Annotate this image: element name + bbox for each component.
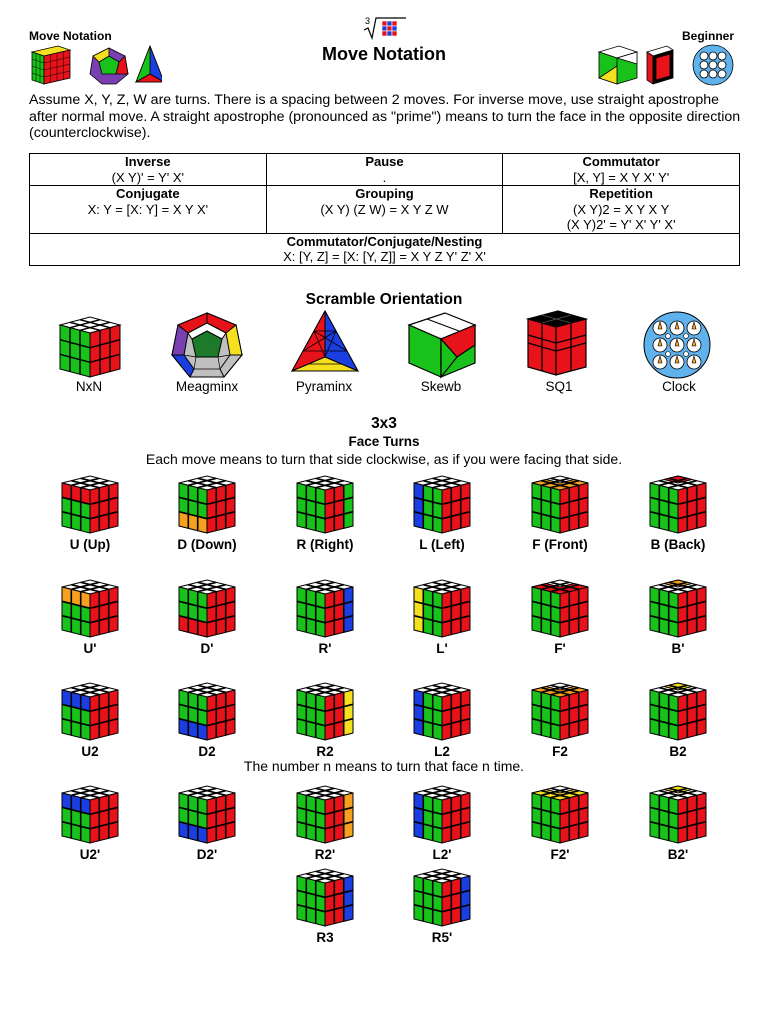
table-head: Repetition bbox=[589, 186, 653, 201]
move-cube-icon bbox=[530, 577, 590, 639]
move-label: B' bbox=[671, 641, 685, 656]
move-label: F2' bbox=[550, 847, 570, 862]
move-cube-icon bbox=[412, 866, 472, 928]
move-cube-icon bbox=[412, 680, 472, 742]
move-label: U2 bbox=[81, 744, 99, 759]
move-cube-icon bbox=[530, 680, 590, 742]
header-puzzles-icon bbox=[30, 44, 162, 86]
repeat-note: The number n means to turn that face n time. bbox=[243, 758, 525, 774]
cube-root-logo-icon bbox=[362, 14, 408, 42]
header-puzzles-right-icon bbox=[597, 44, 747, 86]
move-cube-icon bbox=[412, 473, 472, 535]
nxn-cube-icon bbox=[58, 313, 122, 379]
move-label: U (Up) bbox=[69, 537, 111, 552]
puzzle-label: SQ1 bbox=[545, 379, 573, 394]
move-cube-icon bbox=[412, 783, 472, 845]
move-cube-icon bbox=[648, 473, 708, 535]
move-cube-icon bbox=[295, 577, 355, 639]
move-label: B2' bbox=[667, 847, 689, 862]
face-turns-description: Each move means to turn that side clockwise, as if you were facing that side. bbox=[145, 451, 623, 467]
pyraminx-icon bbox=[290, 309, 360, 375]
table-cell: . bbox=[382, 169, 387, 185]
move-label: D' bbox=[200, 641, 214, 656]
move-label: R3 bbox=[316, 930, 334, 945]
move-cube-icon bbox=[295, 680, 355, 742]
move-cube-icon bbox=[60, 577, 120, 639]
move-label: R (Right) bbox=[296, 537, 354, 552]
move-cube-icon bbox=[177, 473, 237, 535]
table-cell: (X Y)' = Y' X' bbox=[111, 169, 184, 185]
move-cube-icon bbox=[60, 680, 120, 742]
move-label: L2 bbox=[434, 744, 450, 759]
move-label: U2' bbox=[79, 847, 101, 862]
move-cube-icon bbox=[295, 866, 355, 928]
move-label: R2' bbox=[314, 847, 336, 862]
table-head: Conjugate bbox=[116, 186, 180, 201]
move-label: L' bbox=[436, 641, 448, 656]
section-3x3-title: 3x3 bbox=[371, 415, 397, 432]
megaminx-icon bbox=[170, 311, 244, 381]
sq1-icon bbox=[526, 309, 588, 377]
header-left-label: Move Notation bbox=[29, 29, 112, 43]
move-cube-icon bbox=[648, 577, 708, 639]
page-title: Move Notation bbox=[322, 44, 446, 64]
move-label: F2 bbox=[552, 744, 568, 759]
puzzle-label: Meagminx bbox=[175, 379, 239, 394]
move-cube-icon bbox=[60, 783, 120, 845]
move-label: U' bbox=[83, 641, 97, 656]
move-cube-icon bbox=[60, 473, 120, 535]
move-label: R5' bbox=[431, 930, 453, 945]
move-cube-icon bbox=[530, 473, 590, 535]
move-cube-icon bbox=[295, 473, 355, 535]
move-cube-icon bbox=[530, 783, 590, 845]
move-cube-icon bbox=[648, 680, 708, 742]
intro-text: Assume X, Y, Z, W are turns. There is a spacing between 2 moves. For inverse move, use straight apostrophe after normal move. A straight apostrophe (pronounced as "prime") means to turn the face in the opposite direction (counterclockwise). bbox=[29, 92, 741, 141]
move-label: F' bbox=[554, 641, 566, 656]
table-head: Inverse bbox=[125, 154, 171, 169]
move-label: R' bbox=[318, 641, 332, 656]
move-label: D (Down) bbox=[177, 537, 237, 552]
puzzle-label: NxN bbox=[75, 379, 103, 394]
table-cell: X: Y = [X: Y] = X Y X' bbox=[87, 201, 209, 217]
puzzle-label: Clock bbox=[662, 379, 696, 394]
notation-table bbox=[29, 153, 740, 266]
move-cube-icon bbox=[648, 783, 708, 845]
move-cube-icon bbox=[412, 577, 472, 639]
puzzle-label: Skewb bbox=[420, 379, 462, 394]
table-cell: (X Y)2' = Y' X' Y' X' bbox=[566, 217, 676, 232]
move-label: B2 bbox=[669, 744, 687, 759]
table-cell: (X Y) (Z W) = X Y Z W bbox=[320, 201, 449, 217]
move-label: D2 bbox=[198, 744, 216, 759]
move-cube-icon bbox=[177, 680, 237, 742]
move-label: B (Back) bbox=[650, 537, 706, 552]
move-label: R2 bbox=[316, 744, 334, 759]
header-right-label: Beginner bbox=[682, 29, 735, 43]
table-head: Commutator bbox=[582, 154, 660, 169]
move-label: L2' bbox=[432, 847, 452, 862]
puzzle-label: Pyraminx bbox=[295, 379, 353, 394]
move-label: D2' bbox=[196, 847, 218, 862]
svg-text:3: 3 bbox=[365, 16, 371, 26]
table-cell: (X Y)2 = X Y X Y bbox=[573, 201, 670, 217]
move-cube-icon bbox=[177, 577, 237, 639]
table-cell: [X, Y] = X Y X' Y' bbox=[573, 169, 670, 185]
table-head: Commutator/Conjugate/Nesting bbox=[286, 233, 483, 249]
scramble-title: Scramble Orientation bbox=[305, 291, 463, 308]
move-label: F (Front) bbox=[532, 537, 588, 552]
move-label: L (Left) bbox=[419, 537, 465, 552]
skewb-icon bbox=[407, 311, 477, 379]
face-turns-subtitle: Face Turns bbox=[348, 434, 420, 449]
table-head: Pause bbox=[365, 154, 404, 169]
move-cube-icon bbox=[177, 783, 237, 845]
table-head: Grouping bbox=[355, 186, 414, 201]
move-cube-icon bbox=[295, 783, 355, 845]
clock-icon bbox=[642, 310, 712, 380]
table-cell: X: [Y, Z] = [X: [Y, Z]] = X Y Z Y' Z' X' bbox=[283, 249, 486, 264]
